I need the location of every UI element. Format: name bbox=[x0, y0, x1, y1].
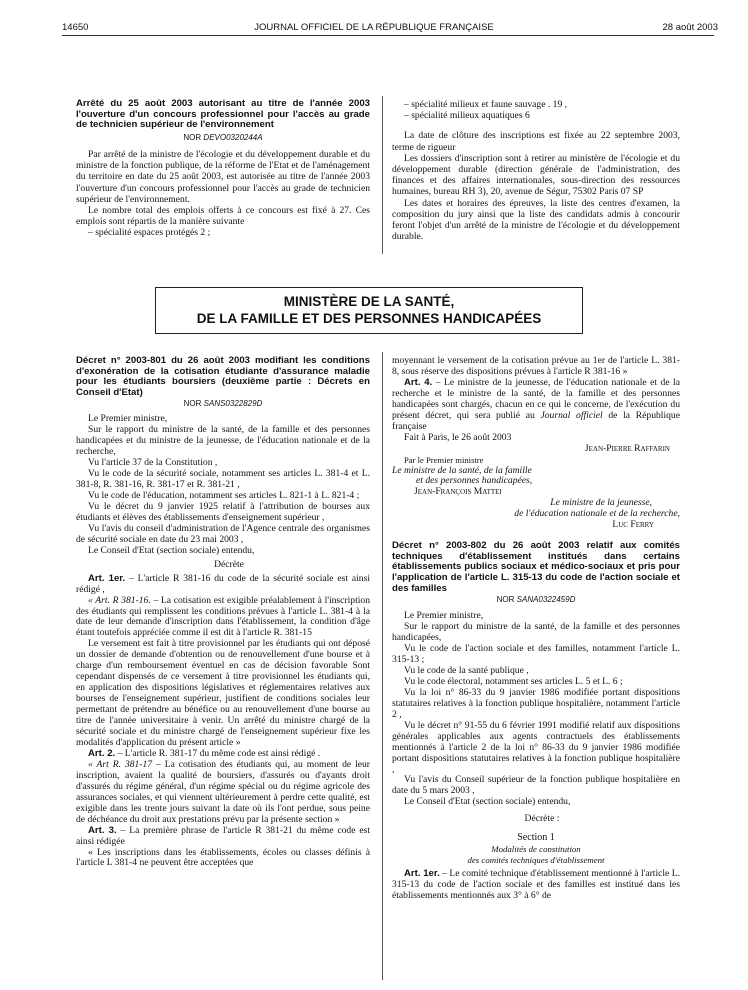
minister-health-title-2: et des personnes handicapées, bbox=[416, 475, 533, 487]
journal-title: JOURNAL OFFICIEL DE LA RÉPUBLIQUE FRANÇAISE bbox=[254, 22, 494, 33]
arrete-paragraph: – spécialité milieux et faune sauvage . 19 , bbox=[404, 99, 568, 110]
visa-line: Vu la loi n° 86-33 du 9 janvier 1986 modifiée portant dispositions statutaires relatives à la fonction publique hospitalière, notamment l'article 2 , bbox=[392, 686, 680, 720]
arrete-paragraph: Les dossiers d'inscription sont à retirer au ministère de l'écologie et du développement durable (direction générale de l'administration, des finances et des affaires internationales, sous-direction des ressources humaines, bureau RH 3), 20, avenue de Ségur, 75302 Paris 07 SP bbox=[392, 152, 680, 198]
ministry-heading-box bbox=[155, 287, 583, 334]
decret1-title: Décret n° 2003-801 du 26 août 2003 modifiant les conditions d'exonération de la cotisation étudiante d'assurance maladie pour les étudiants boursiers (deuxième partie : Décrets en Conseil d'Etat) bbox=[76, 355, 370, 398]
article-4: Art. 4. – Le ministre de la jeunesse, de l'éducation nationale et de la recherche et le ministre de la santé, de la famille et des personnes handicapées sont chargés, chacun en ce qui le concerne, de l'exécution du présent décret, qui sera publié au Journal officiel de la République française bbox=[392, 376, 680, 432]
decret2-nor: NOR SANA0322459D bbox=[496, 595, 576, 605]
ministry-line-2: DE LA FAMILLE ET DES PERSONNES HANDICAPÉES bbox=[196, 311, 542, 326]
visa-line: Vu l'avis du conseil d'administration de l'Agence centrale des organismes de sécurité sociale en date du 23 mai 2003 , bbox=[76, 522, 370, 545]
visa-line: Sur le rapport du ministre de la santé, de la famille et des personnes handicapées, bbox=[392, 621, 680, 644]
article-2-quote: « Art R. 381-17 – La cotisation des étudiants qui, au moment de leur inscription, avaient la qualité de boursiers, d'assurés ou d'ayants droit d'assurés du régime général, d'un régime spécial ou du régime agricole des assurances sociales, et qui viennent ultérieurement à perdre cette qualité, est exigible dans les trente jours suivant la date où ils l'ont perdue, sous peine de déchéance du droit aux prestations prévu par la présente section » bbox=[76, 758, 370, 825]
article-3: Art. 3. – La première phrase de l'article R 381-21 du même code est ainsi rédigée bbox=[76, 824, 370, 847]
ministry-line-1: MINISTÈRE DE LA SANTÉ, bbox=[283, 294, 455, 309]
visa-line: Vu le code de la sécurité sociale, notamment ses articles L. 381-4 et L. 381-8, R. 381-16, R. 381-17 et R. 381-21 , bbox=[76, 468, 370, 491]
fait-a-paris: Fait à Paris, le 26 août 2003 bbox=[404, 431, 512, 443]
arrete-paragraph: Le nombre total des emplois offerts à ce concours est fixé à 27. Ces emplois sont répartis de la manière suivante bbox=[76, 205, 370, 228]
column-separator-top bbox=[382, 96, 383, 254]
arrete-paragraph: – spécialité espaces protégés 2 ; bbox=[88, 227, 211, 239]
article-3-quote: « Les inscriptions dans les établissements, écoles ou classes définis à l'article L 381-4 ne peuvent être acceptées que bbox=[76, 846, 370, 869]
section-heading: Section 1 bbox=[517, 832, 555, 844]
arrete-paragraph: La date de clôture des inscriptions est fixée au 22 septembre 2003, terme de rigueur bbox=[392, 130, 680, 153]
page-header bbox=[0, 0, 748, 32]
visa-line: Vu l'avis du Conseil supérieur de la fonction publique hospitalière en date du 5 mars 2003 , bbox=[392, 774, 680, 797]
visa-line: Vu le décret n° 91-55 du 6 février 1991 modifié relatif aux dispositions générales applicables aux agents contractuels des établissements mentionnés à l'article 2 de la loi n° 86-33 du 9 janvier 1986 modifiée portant dispositions statutaires relatives à la fonction publique hospitalière , bbox=[392, 719, 680, 775]
visa-line: Sur le rapport du ministre de la santé, de la famille et des personnes handicapées et du ministre de la jeunesse, de l'éducation nationale et de la recherche, bbox=[76, 424, 370, 458]
arrete-right-column bbox=[392, 99, 680, 242]
page-number: 14650 bbox=[62, 22, 89, 33]
visa-line: Le Conseil d'Etat (section sociale) entendu, bbox=[404, 796, 571, 808]
section-title-2: des comités techniques d'établissement bbox=[467, 855, 605, 866]
visa-line: Vu le code de l'éducation, notamment ses articles L. 821-1 à L. 821-4 ; bbox=[88, 490, 360, 501]
visa-line: Vu le code de la santé publique , bbox=[404, 664, 529, 676]
minister-youth-title: Le ministre de la jeunesse, bbox=[550, 497, 652, 509]
decret1-continuation: moyennant le versement de la cotisation prévue au 1er de l'article L. 381-8, sous réserve des dispositions prévues à l'article R 381-16 » bbox=[392, 355, 680, 377]
decret1-nor: NOR SANS0322829D bbox=[183, 399, 263, 409]
decret1-column bbox=[76, 356, 370, 869]
arrete-paragraph: – spécialité milieux aquatiques 6 bbox=[404, 110, 530, 122]
arrete-nor: NOR DEVO0320244A bbox=[183, 132, 263, 142]
visa-line: Le Conseil d'Etat (section sociale) entendu, bbox=[88, 544, 255, 556]
visa-line: Vu le décret du 9 janvier 1925 relatif à l'attribution de bourses aux étudiants et élèves des établissements d'enseignement supérieur , bbox=[76, 500, 370, 523]
visa-line: Vu l'article 37 de la Constitution , bbox=[88, 457, 218, 469]
visa-line: Le Premier ministre, bbox=[404, 610, 484, 622]
signature-health-minister: Jean-François Mattei bbox=[414, 486, 502, 498]
par-le-premier-ministre: Par le Premier ministre bbox=[404, 454, 484, 465]
column-separator-bottom bbox=[382, 352, 383, 980]
right-column bbox=[392, 356, 680, 902]
visa-line: Le Premier ministre, bbox=[88, 413, 168, 425]
article-1: Art. 1er. – L'article R 381-16 du code de la sécurité sociale est ainsi rédigé , bbox=[76, 572, 371, 595]
minister-health-title: Le ministre de la santé, de la famille bbox=[392, 464, 532, 476]
issue-date: 28 août 2003 bbox=[662, 22, 718, 33]
article-1-paragraph-2: Le versement est fait à titre provisionnel par les étudiants qui ont déposé un dossier de demande d'obtention ou de renouvellement d'une bourse et à charge d'un remboursement éventuel en cas de décision favorable Sont cependant dispensés de ce versement à titre provisionnel les étudiants qui, en application des dispositions législatives et réglementaires relatives aux bourses de l'enseignement supérieur, justifient de conditions sociales leur permettant de prétendre au bénéfice ou au renouvellement d'une bourse au titre de l'année universitaire à venir. Un arrêté du ministre chargé de la sécurité sociale et du ministre chargé de l'enseignement supérieur fixe les modalités d'application du présent article » bbox=[76, 638, 370, 748]
arrete-left-column bbox=[76, 99, 370, 239]
minister-youth-title-2: de l'éducation nationale et de la recherche, bbox=[514, 508, 680, 520]
section-title-1: Modalités de constitution bbox=[491, 844, 581, 855]
decrete-label: Décrète bbox=[214, 558, 244, 570]
decret2-article-1: Art. 1er. – Le comité technique d'établissement mentionné à l'article L. 315-13 du code de l'action sociale et des familles est institué dans les établissements mentionnés aux 3° à 6° de bbox=[392, 868, 680, 902]
arrete-paragraph: Les dates et horaires des épreuves, la liste des centres d'examen, la composition du jury ainsi que la liste des candidats admis à concourir feront l'objet d'un arrêté de la ministre de l'écologie et du développement durable. bbox=[392, 197, 680, 243]
article-2: Art. 2. – L'article R. 381-17 du même code est ainsi rédigé . bbox=[88, 747, 321, 759]
header-rule bbox=[62, 35, 714, 36]
arrete-paragraph: Par arrêté de la ministre de l'écologie et du développement durable et du ministre de la fonction publique, de la réforme de l'Etat et de l'aménagement du territoire en date du 25 août 2003, est autorisée au titre de l'année 2003 l'ouverture d'un concours professionnel pour l'accès au grade de technicien supérieur de l'environnement. bbox=[76, 148, 370, 205]
visa-line: Vu le code de l'action sociale et des familles, notamment l'article L. 315-13 ; bbox=[392, 643, 680, 665]
signature-prime-minister: Jean-Pierre Raffarin bbox=[584, 442, 670, 454]
arrete-title: Arrêté du 25 août 2003 autorisant au titre de l'année 2003 l'ouverture d'un concours professionnel pour l'accès au grade de technicien supérieur de l'environnement bbox=[76, 98, 370, 131]
decret2-title: Décret n° 2003-802 du 26 août 2003 relatif aux comités techniques d'établissement institués dans certains établissements publics sociaux et médico-sociaux et pris pour l'application de l'article L. 315-13 du code de l'action sociale et des familles bbox=[392, 540, 680, 594]
signature-youth-minister: Luc Ferry bbox=[612, 519, 654, 531]
decrete-label: Décrète : bbox=[524, 813, 560, 825]
article-1-quote: « Art. R 381-16. – La cotisation est exigible préalablement à l'inscription des étudiants qui remplissent les conditions prévues à l'article L. 381-4 à la date de leur demande d'inscription dans l'établissement, la condition d'âge étant toutefois appréciée comme il est dit à l'article R. 381-15 bbox=[76, 594, 370, 639]
visa-line: Vu le code électoral, notamment ses articles L. 5 et L. 6 ; bbox=[404, 675, 623, 687]
